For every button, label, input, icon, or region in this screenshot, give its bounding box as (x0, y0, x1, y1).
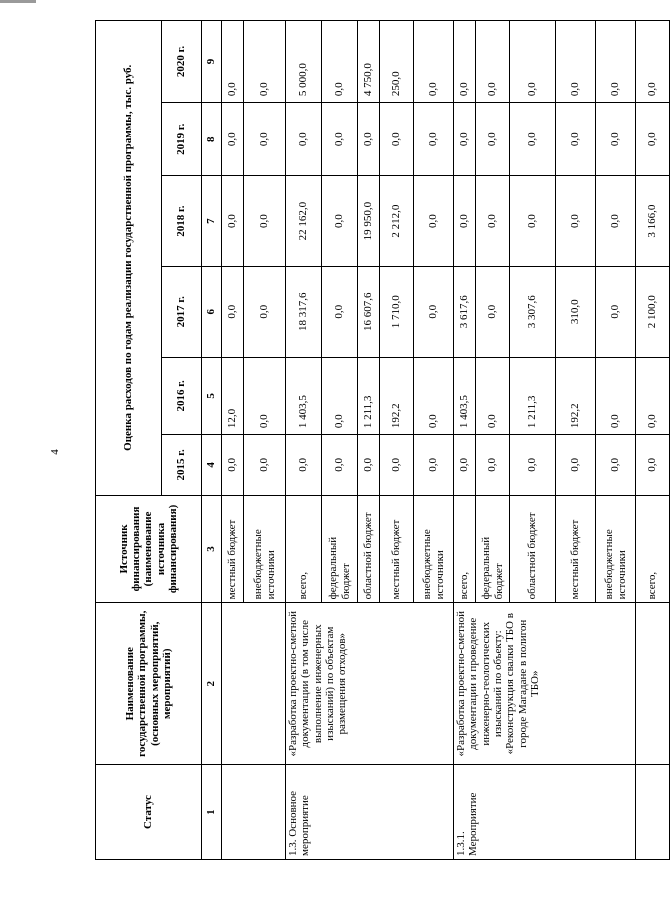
source-cell: федеральный бюджет (322, 495, 358, 603)
value-cell: 0,0 (380, 103, 414, 176)
source-cell: местный бюджет (556, 495, 596, 603)
column-number: 2 (202, 603, 222, 765)
column-number: 8 (202, 103, 222, 176)
value-cell: 0,0 (510, 176, 556, 267)
value-cell: 0,0 (454, 176, 476, 267)
value-cell: 0,0 (244, 435, 286, 495)
value-cell: 0,0 (596, 357, 636, 435)
header-status: Статус (96, 765, 202, 860)
value-cell: 0,0 (636, 435, 670, 495)
value-cell: 0,0 (454, 21, 476, 103)
value-cell: 0,0 (244, 357, 286, 435)
column-number: 4 (202, 435, 222, 495)
name-cell: «Разработка проектно-сметной документации и проведение инженерно-геологических изысканий по объекту: «Реконструкция свалки ТБО в городе Магадане в полигон ТБО» (454, 603, 636, 765)
value-cell: 0,0 (222, 103, 244, 176)
value-cell: 0,0 (510, 435, 556, 495)
source-cell: областной бюджет (358, 495, 380, 603)
value-cell: 0,0 (510, 103, 556, 176)
value-cell: 0,0 (476, 357, 510, 435)
value-cell: 0,0 (322, 103, 358, 176)
source-cell: внебюджетные источники (414, 495, 454, 603)
header-year: 2018 г. (162, 176, 202, 267)
header-year: 2015 г. (162, 435, 202, 495)
value-cell: 5 000,0 (286, 21, 322, 103)
column-number: 9 (202, 21, 222, 103)
value-cell: 0,0 (414, 176, 454, 267)
value-cell: 0,0 (414, 435, 454, 495)
value-cell: 0,0 (556, 176, 596, 267)
source-cell: всего, (636, 495, 670, 603)
value-cell: 19 950,0 (358, 176, 380, 267)
value-cell: 1 211,3 (358, 357, 380, 435)
value-cell: 250,0 (380, 21, 414, 103)
table-body (202, 21, 670, 860)
value-cell: 1 403,5 (286, 357, 322, 435)
value-cell: 0,0 (476, 176, 510, 267)
value-cell: 0,0 (222, 21, 244, 103)
name-cell (636, 603, 670, 765)
value-cell: 0,0 (596, 176, 636, 267)
value-cell: 3 307,6 (510, 266, 556, 357)
column-number: 1 (202, 765, 222, 860)
value-cell: 0,0 (222, 176, 244, 267)
value-cell: 4 750,0 (358, 21, 380, 103)
value-cell: 0,0 (476, 21, 510, 103)
header-year: 2019 г. (162, 103, 202, 176)
value-cell: 0,0 (244, 103, 286, 176)
source-cell: местный бюджет (380, 495, 414, 603)
value-cell: 0,0 (358, 103, 380, 176)
column-number: 5 (202, 357, 222, 435)
header-year: 2020 г. (162, 21, 202, 103)
value-cell: 0,0 (414, 21, 454, 103)
value-cell: 310,0 (556, 266, 596, 357)
value-cell: 0,0 (414, 103, 454, 176)
value-cell: 0,0 (322, 21, 358, 103)
status-cell: 1.3. Основное мероприятие (286, 765, 454, 860)
header-name: Наименование государственной программы, (основных мероприятий, мероприятий) (96, 603, 202, 765)
source-cell: всего, (286, 495, 322, 603)
header-year: 2017 г. (162, 266, 202, 357)
value-cell: 0,0 (596, 103, 636, 176)
value-cell: 0,0 (476, 435, 510, 495)
column-number: 7 (202, 176, 222, 267)
header-estimate: Оценка расходов по годам реализации государственной программы, тыс. руб. (96, 21, 162, 496)
value-cell: 0,0 (222, 435, 244, 495)
financing-table (95, 20, 670, 860)
name-cell (222, 603, 286, 765)
value-cell: 22 162,0 (286, 176, 322, 267)
value-cell: 1 710,0 (380, 266, 414, 357)
status-cell (636, 765, 670, 860)
value-cell: 3 166,0 (636, 176, 670, 267)
value-cell: 12,0 (222, 357, 244, 435)
value-cell: 18 317,6 (286, 266, 322, 357)
value-cell: 0,0 (414, 357, 454, 435)
value-cell: 1 403,5 (454, 357, 476, 435)
value-cell: 0,0 (636, 103, 670, 176)
column-number-row (202, 21, 222, 860)
value-cell: 0,0 (414, 266, 454, 357)
value-cell: 192,2 (556, 357, 596, 435)
value-cell: 0,0 (322, 176, 358, 267)
value-cell: 0,0 (358, 435, 380, 495)
value-cell: 0,0 (322, 266, 358, 357)
value-cell: 1 211,3 (510, 357, 556, 435)
scan-edge-mark (0, 0, 36, 3)
table-row (286, 21, 322, 860)
value-cell: 0,0 (244, 266, 286, 357)
value-cell: 2 212,0 (380, 176, 414, 267)
value-cell: 0,0 (510, 21, 556, 103)
value-cell: 0,0 (476, 266, 510, 357)
value-cell: 0,0 (322, 435, 358, 495)
value-cell: 0,0 (244, 176, 286, 267)
value-cell: 0,0 (454, 435, 476, 495)
source-cell: всего, (454, 495, 476, 603)
value-cell: 0,0 (222, 266, 244, 357)
value-cell: 0,0 (596, 435, 636, 495)
value-cell: 3 617,6 (454, 266, 476, 357)
value-cell: 0,0 (380, 435, 414, 495)
value-cell: 0,0 (454, 103, 476, 176)
value-cell: 0,0 (596, 266, 636, 357)
value-cell: 0,0 (286, 103, 322, 176)
value-cell: 0,0 (244, 21, 286, 103)
value-cell: 0,0 (636, 357, 670, 435)
value-cell: 0,0 (556, 435, 596, 495)
source-cell: внебюджетные источники (596, 495, 636, 603)
column-number: 3 (202, 495, 222, 603)
source-cell: федеральный бюджет (476, 495, 510, 603)
source-cell: областной бюджет (510, 495, 556, 603)
source-cell: местный бюджет (222, 495, 244, 603)
source-cell: внебюджетные источники (244, 495, 286, 603)
value-cell: 0,0 (556, 103, 596, 176)
rotated-table-stage (95, 20, 659, 860)
page-number: 4 (48, 449, 61, 455)
value-cell: 192,2 (380, 357, 414, 435)
table-row (222, 21, 244, 860)
table-row (454, 21, 476, 860)
status-cell: 1.3.1. Мероприятие (454, 765, 636, 860)
value-cell: 0,0 (322, 357, 358, 435)
value-cell: 2 100,0 (636, 266, 670, 357)
name-cell: «Разработка проектно-сметной документации (в том числе выполнение инженерных изысканий) по объектам размещения отходов» (286, 603, 454, 765)
header-year: 2016 г. (162, 357, 202, 435)
header-source: Источник финансирования (наименование источника финансирования) (96, 495, 202, 603)
value-cell: 0,0 (596, 21, 636, 103)
status-cell (222, 765, 286, 860)
value-cell: 0,0 (286, 435, 322, 495)
value-cell: 0,0 (556, 21, 596, 103)
table-row (636, 21, 670, 860)
value-cell: 0,0 (476, 103, 510, 176)
value-cell: 0,0 (636, 21, 670, 103)
column-number: 6 (202, 266, 222, 357)
value-cell: 16 607,6 (358, 266, 380, 357)
